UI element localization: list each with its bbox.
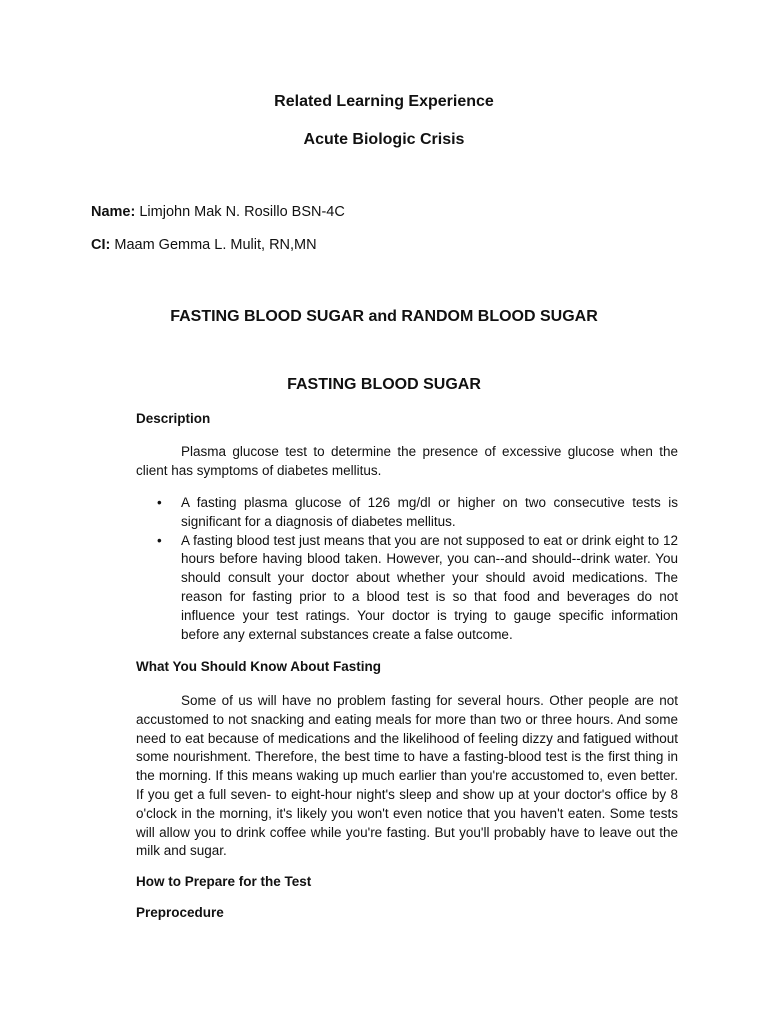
preprocedure-heading: Preprocedure bbox=[136, 905, 224, 920]
prepare-heading: How to Prepare for the Test bbox=[136, 874, 312, 889]
bullet-icon: • bbox=[157, 495, 162, 510]
description-bullet-list bbox=[136, 494, 678, 644]
list-item bbox=[136, 532, 678, 645]
document-subtitle: Acute Biologic Crisis bbox=[303, 131, 465, 148]
document-title: Related Learning Experience bbox=[274, 93, 494, 110]
fasting-info-heading: What You Should Know About Fasting bbox=[136, 659, 381, 674]
ci-value: Maam Gemma L. Mulit, RN,MN bbox=[110, 237, 317, 253]
description-paragraph: Plasma glucose test to determine the presence of excessive glucose when the client has symptoms of diabetes mellitus. bbox=[136, 444, 678, 478]
bullet-text: A fasting plasma glucose of 126 mg/dl or higher on two consecutive tests is significant for a diagnosis of diabetes mellitus. bbox=[181, 495, 678, 529]
name-label: Name: bbox=[91, 204, 136, 220]
description-heading: Description bbox=[136, 411, 211, 426]
list-item bbox=[136, 494, 678, 532]
ci-field bbox=[91, 237, 317, 253]
name-field bbox=[91, 204, 345, 220]
main-heading: FASTING BLOOD SUGAR and RANDOM BLOOD SUGAR bbox=[170, 308, 598, 325]
bullet-text: A fasting blood test just means that you are not supposed to eat or drink eight to 12 hours before having blood taken. However, you can--and should--drink water. You should consult your doctor about whether your should avoid medications. The reason for fasting prior to a blood test is so that food and beverages do not influence your test ratings. Your doctor is trying to gauge specific information before any external substances create a false outcome. bbox=[181, 532, 678, 642]
fasting-info-paragraph: Some of us will have no problem fasting for several hours. Other people are not accustomed to not snacking and eating meals for more than two or three hours. And some need to eat because of medications and the likelihood of feeling dizzy and fatigued without some nourishment. Therefore, the best time to have a fasting-blood test is the first thing in the morning. If this means waking up much earlier than you're accustomed to, even better. If you get a full seven- to eight-hour night's sleep and show up at your doctor's office by 8 o'clock in the morning, it's likely you won't even notice that you haven't eaten. Some tests will allow you to drink coffee while you're fasting. But you'll probably have to leave out the milk and sugar. bbox=[136, 693, 678, 859]
bullet-icon: • bbox=[157, 532, 162, 548]
name-value: Limjohn Mak N. Rosillo BSN-4C bbox=[135, 204, 345, 220]
section-heading: FASTING BLOOD SUGAR bbox=[287, 376, 481, 393]
ci-label: CI: bbox=[91, 237, 111, 253]
